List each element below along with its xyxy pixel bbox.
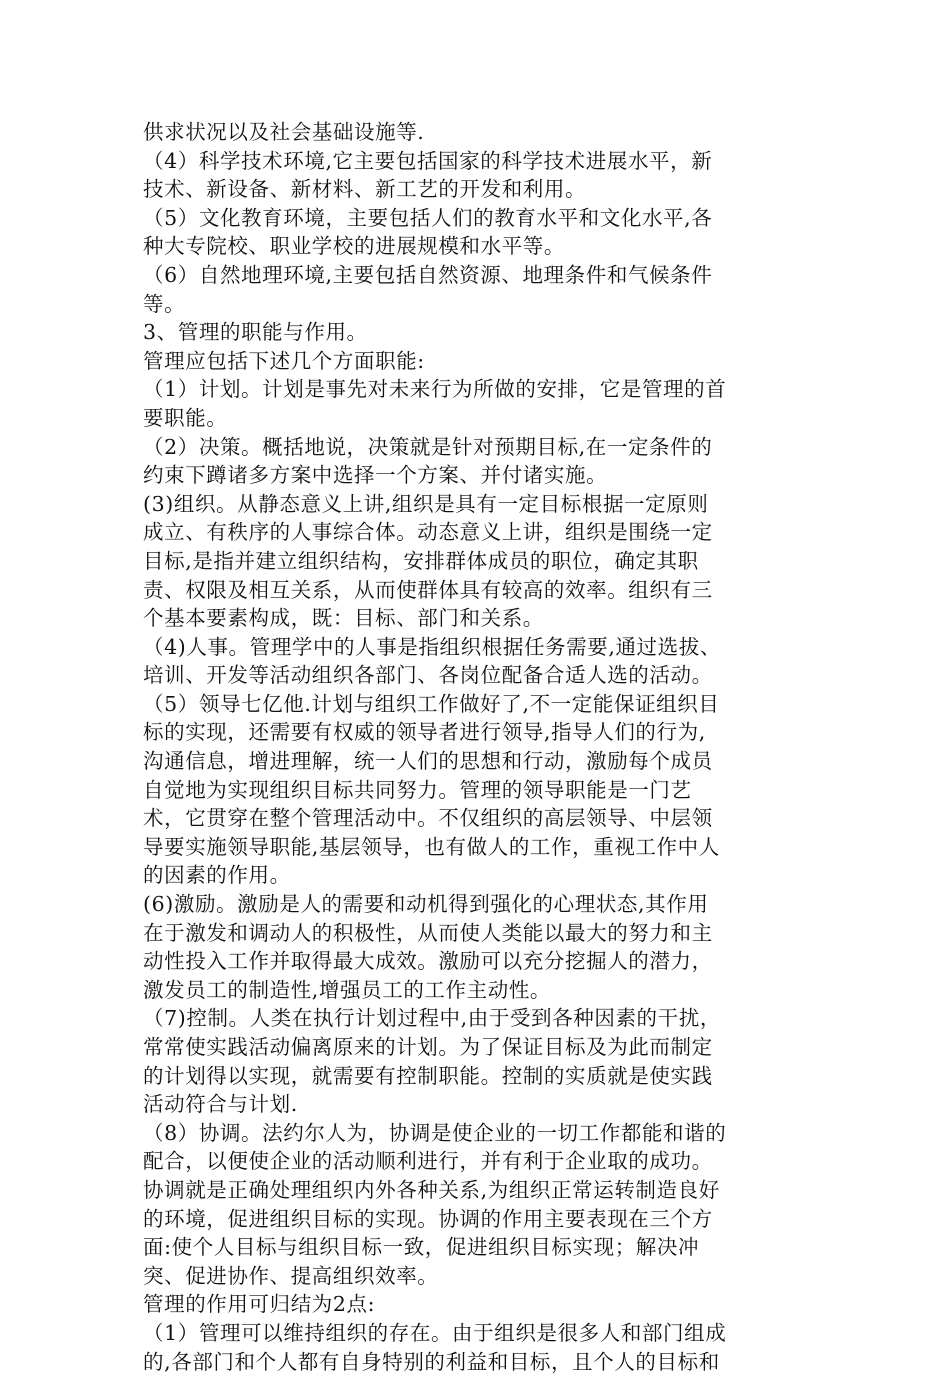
text-line: 培训、开发等活动组织各部门、各岗位配备合适人选的活动。: [143, 663, 713, 688]
text-line: （8）协调。法约尔人为，协调是使企业的一切工作都能和谐的: [143, 1120, 727, 1145]
text-line: 技术、新设备、新材料、新工艺的开发和利用。: [143, 177, 587, 202]
section-heading: 3、管理的职能与作用。: [143, 320, 368, 345]
text-line: 要职能。: [143, 405, 228, 430]
text-line: 标的实现，还需要有权威的领导者进行领导,指导人们的行为,: [143, 720, 706, 745]
text-line: 在于激发和调动人的积极性，从而使人类能以最大的努力和主: [143, 920, 713, 945]
text-line: （1）计划。计划是事先对未来行为所做的安排，它是管理的首: [143, 377, 727, 402]
text-line: （2）决策。概括地说，决策就是针对预期目标,在一定条件的: [143, 434, 713, 459]
text-line: 动性投入工作并取得最大成效。激励可以充分挖掘人的潜力，: [143, 949, 713, 974]
text-line: 自觉地为实现组织目标共同努力。管理的领导职能是一门艺: [143, 777, 692, 802]
text-line: （5）文化教育环境，主要包括人们的教育水平和文化水平,各: [143, 205, 713, 230]
text-line: （4)人事。管理学中的人事是指组织根据任务需要,通过选拔、: [143, 634, 721, 659]
text-line: 的环境，促进组织目标的实现。协调的作用主要表现在三个方: [143, 1206, 713, 1231]
text-line: （5）领导七亿他.计划与组织工作做好了,不一定能保证组织目: [143, 691, 720, 716]
text-line: 面:使个人目标与组织目标一致，促进组织目标实现；解决冲: [143, 1235, 700, 1260]
text-line: （6）自然地理环境,主要包括自然资源、地理条件和气候条件: [143, 262, 713, 287]
text-line: 约束下蹲诸多方案中选择一个方案、并付诸实施。: [143, 463, 608, 488]
text-line: 导要实施领导职能,基层领导，也有做人的工作，重视工作中人: [143, 834, 720, 859]
text-line: （4）科学技术环境,它主要包括国家的科学技术进展水平，新: [143, 148, 713, 173]
text-line: 活动符合与计划.: [143, 1092, 298, 1117]
text-line: 的计划得以实现，就需要有控制职能。控制的实质就是使实践: [143, 1063, 713, 1088]
text-line: 个基本要素构成，既：目标、部门和关系。: [143, 606, 544, 631]
body-text: [143, 118, 813, 1376]
text-line: 管理的作用可归结为2点:: [143, 1292, 376, 1317]
text-line: (3)组织。从静态意义上讲,组织是具有一定目标根据一定原则: [143, 491, 709, 516]
text-line: 成立、有秩序的人事综合体。动态意义上讲，组织是围绕一定: [143, 520, 713, 545]
text-line: 配合，以便使企业的活动顺利进行，并有利于企业取的成功。: [143, 1149, 713, 1174]
text-line: 的,各部门和个人都有自身特别的利益和目标，且个人的目标和: [143, 1349, 720, 1374]
text-line: 管理应包括下述几个方面职能:: [143, 348, 425, 373]
text-line: 责、权限及相互关系，从而使群体具有较高的效率。组织有三: [143, 577, 713, 602]
text-line: （1）管理可以维持组织的存在。由于组织是很多人和部门组成: [143, 1320, 727, 1345]
text-line: 种大专院校、职业学校的进展规模和水平等。: [143, 234, 565, 259]
text-line: 等。: [143, 291, 186, 316]
text-line: 供求状况以及社会基础设施等.: [143, 120, 425, 144]
text-line: 协调就是正确处理组织内外各种关系,为组织正常运转制造良好: [143, 1177, 720, 1202]
text-line: (6)激励。激励是人的需要和动机得到强化的心理状态,其作用: [143, 892, 709, 917]
text-line: 突、促进协作、提高组织效率。: [143, 1263, 439, 1288]
text-line: （7)控制。人类在执行计划过程中,由于受到各种因素的干扰，: [143, 1006, 721, 1031]
text-line: 术，它贯穿在整个管理活动中。不仅组织的高层领导、中层领: [143, 806, 713, 831]
text-line: 激发员工的制造性,增强员工的工作主动性。: [143, 977, 552, 1002]
text-line: 常常使实践活动偏离原来的计划。为了保证目标及为此而制定: [143, 1035, 713, 1059]
text-line: 的因素的作用。: [143, 863, 291, 888]
text-line: 沟通信息，增进理解，统一人们的思想和行动，激励每个成员: [143, 749, 713, 774]
text-line: 目标,是指并建立组织结构，安排群体成员的职位，确定其职: [143, 548, 699, 573]
